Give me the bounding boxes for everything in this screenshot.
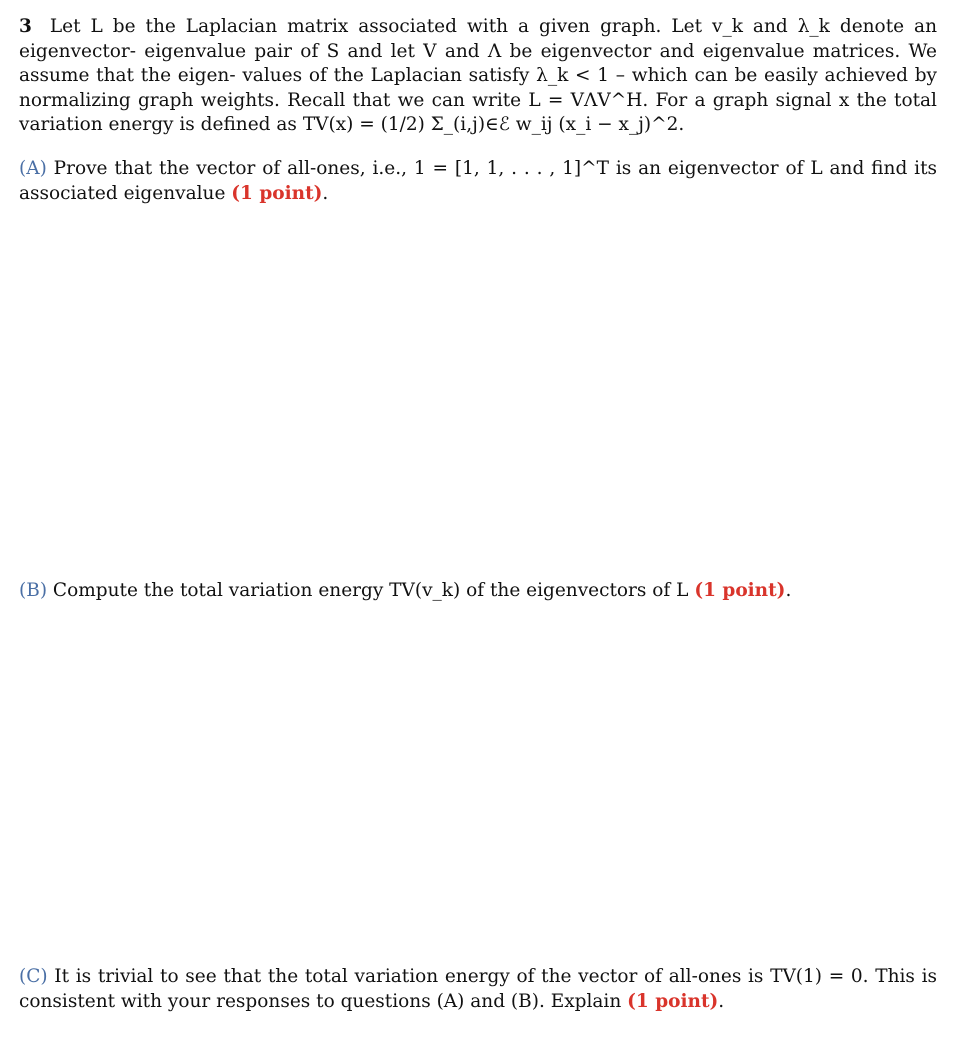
problem-line-1: Let L be the Laplacian matrix associated with a given graph. Let v_k and λ_k denote an eigenvector- (19, 16, 937, 62)
problem-number: 3 (19, 16, 32, 37)
problem-line-3: values of the Laplacian satisfy λ_k < 1 – which can be easily achieved by normalizing graph weights. (19, 65, 937, 111)
part-c-label: (C) (19, 966, 48, 987)
part-c: (C) It is trivial to see that the total variation energy of the vector of all-ones is TV(1) = 0. This is consistent with your responses to questions (A) and (B). Explain (1 point). (19, 966, 937, 1012)
part-a-text: Prove that the vector of all-ones, i.e., 1 = [1, 1, . . . , 1]^T is an eigenvector of L and find its associated eigenvalue (19, 158, 937, 204)
problem-line-5: TV(x) = (1/2) Σ_(i,j)∈ℰ w_ij (x_i − x_j)^2. (302, 114, 685, 135)
part-a-points: (1 point) (231, 182, 323, 204)
part-b-text: Compute the total variation energy TV(v_k) of the eigenvectors of L (52, 580, 689, 601)
part-c-text: It is trivial to see that the total variation energy of the vector of all-ones is TV(1) = 0. This is consistent with your responses to questions (A) and (B). Explain (19, 966, 937, 1012)
part-c-points: (1 point) (627, 990, 719, 1012)
problem-statement (19, 15, 937, 138)
problem-line-2: eigenvalue pair of S and let V and Λ be eigenvector and eigenvalue matrices. We assume that the eigen- (19, 40, 937, 86)
part-b-points: (1 point) (694, 580, 786, 601)
problem-line-4: Recall that we can write L = VΛV^H. For a graph signal x the total variation energy is defined as (19, 89, 937, 135)
part-b: (B) Compute the total variation energy TV(v_k) of the eigenvectors of L (1 point). (19, 580, 792, 601)
part-a-label: (A) (19, 158, 47, 179)
part-a: (A) Prove that the vector of all-ones, i.e., 1 = [1, 1, . . . , 1]^T is an eigenvector of L and find its associated eigenvalue (1 point). (19, 158, 937, 204)
part-b-label: (B) (19, 580, 48, 601)
